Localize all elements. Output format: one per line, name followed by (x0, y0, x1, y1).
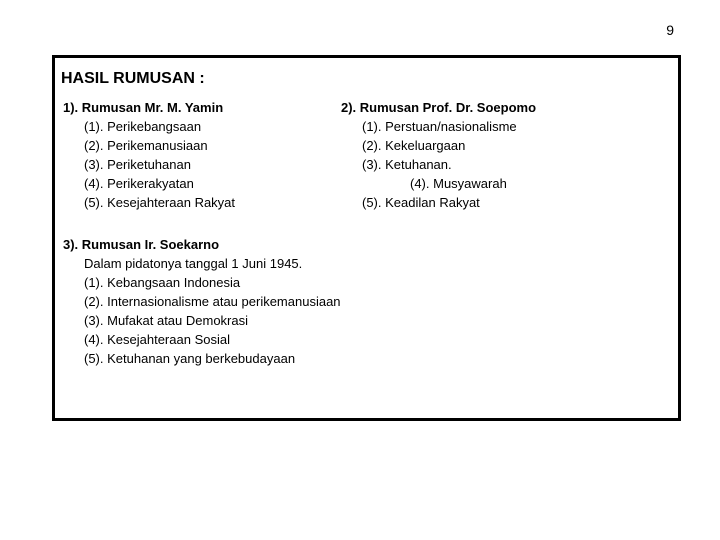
section-soepomo (341, 98, 536, 212)
content-box (52, 55, 681, 421)
list-item: (1). Perikebangsaan (84, 119, 202, 134)
list-item: (4). Musyawarah (410, 176, 507, 191)
section-heading: 1). Rumusan Mr. M. Yamin (63, 100, 224, 115)
list-item: (2). Kekeluargaan (362, 138, 466, 153)
list-item: (1). Perstuan/nasionalisme (362, 119, 517, 134)
list-item: (2). Perikemanusiaan (84, 138, 208, 153)
list-item: (1). Kebangsaan Indonesia (84, 275, 241, 290)
list-item: Dalam pidatonya tanggal 1 Juni 1945. (84, 256, 303, 271)
list-item: (3). Ketuhanan. (362, 157, 452, 172)
list-item: (5). Ketuhanan yang berkebudayaan (84, 351, 296, 366)
list-item: (3). Mufakat atau Demokrasi (84, 313, 249, 328)
page-number: 9 (666, 22, 674, 38)
section-heading: 2). Rumusan Prof. Dr. Soepomo (341, 100, 537, 115)
list-item: (2). Internasionalisme atau perikemanusiaan (84, 294, 341, 309)
list-item: (5). Kesejahteraan Rakyat (84, 195, 236, 210)
section-yamin (63, 98, 235, 212)
list-item: (4). Perikerakyatan (84, 176, 194, 191)
section-heading: 3). Rumusan Ir. Soekarno (63, 237, 220, 252)
list-item: (4). Kesejahteraan Sosial (84, 332, 230, 347)
list-item: (3). Periketuhanan (84, 157, 191, 172)
slide-title: HASIL RUMUSAN : (61, 70, 205, 87)
section-soekarno (63, 235, 341, 368)
list-item: (5). Keadilan Rakyat (362, 195, 480, 210)
